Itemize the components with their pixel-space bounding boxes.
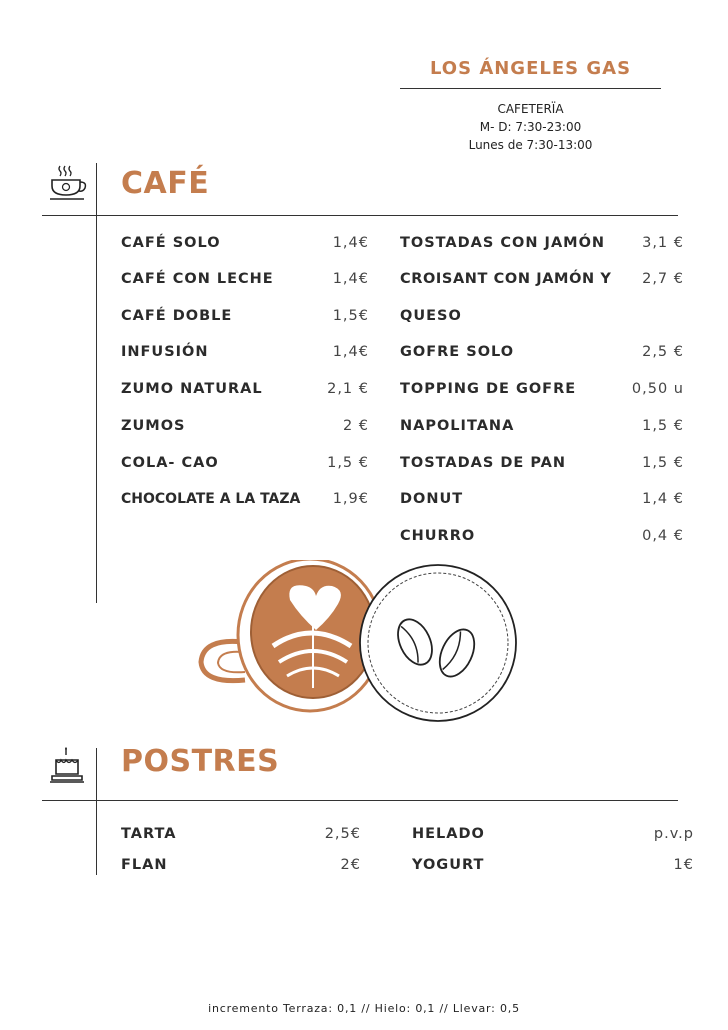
menu-item [121,491,369,511]
item-name: TARTA [121,826,177,842]
item-name: CHOCOLATE A LA TAZA [121,491,301,507]
item-name: COLA- CAO [121,455,219,471]
cafe-vertical-rule [96,163,97,603]
menu-item [400,455,684,475]
item-name: QUESO [400,308,462,324]
menu-item [121,418,369,438]
item-price: 1,5 € [642,455,684,471]
item-name: CROISANT CON JAMÓN Y [400,271,612,287]
item-name: CAFÉ DOBLE [121,308,233,324]
item-name: NAPOLITANA [400,418,515,434]
item-price: 2,7 € [642,271,684,287]
cake-icon [48,746,88,786]
brand-divider [400,88,661,89]
item-name: ZUMO NATURAL [121,381,263,397]
postres-horizontal-rule [42,800,678,801]
postres-section-title: POSTRES [121,744,280,779]
menu-item [121,381,369,401]
item-name: CAFÉ CON LECHE [121,271,274,287]
menu-item [412,826,694,846]
cafe-section-title: CAFÉ [121,166,210,201]
menu-item [400,271,684,291]
item-price: 1,4€ [332,344,369,360]
menu-item [400,528,684,548]
cafe-horizontal-rule [42,215,678,216]
item-price: 1,4 € [642,491,684,507]
menu-item [412,857,694,877]
item-name: CHURRO [400,528,476,544]
item-price: 0,50 u [631,381,684,397]
item-price: 2,5 € [642,344,684,360]
menu-item [121,308,369,328]
item-name: DONUT [400,491,464,507]
item-name: CAFÉ SOLO [121,235,221,251]
item-price: p.v.p [653,826,694,842]
item-name: ZUMOS [121,418,186,434]
item-name: TOSTADAS DE PAN [400,455,567,471]
menu-item [400,381,684,401]
menu-item [121,271,369,291]
menu-item [121,826,361,846]
item-price: 0,4 € [642,528,684,544]
item-price: 2 € [342,418,369,434]
menu-item [400,344,684,364]
item-price: 1,5 € [327,455,369,471]
business-info [400,100,661,154]
item-price: 3,1 € [642,235,684,251]
coffee-cup-icon [48,162,88,202]
item-price: 1,9€ [332,491,369,507]
menu-item [121,455,369,475]
menu-item [121,857,361,877]
item-price: 1,4€ [332,235,369,251]
coffee-illustration [195,560,525,730]
menu-item [121,344,369,364]
item-price: 2€ [340,857,361,873]
footer-note: incremento Terraza: 0,1 // Hielo: 0,1 // Llevar: 0,5 [208,1002,520,1015]
monday-hours: Lunes de 7:30-13:00 [468,138,593,152]
menu-item [400,308,684,328]
item-name: TOSTADAS CON JAMÓN [400,235,606,251]
item-price: 1,5 € [642,418,684,434]
brand-name: LOS ÁNGELES GAS [429,58,632,79]
item-name: TOPPING DE GOFRE [400,381,577,397]
item-price: 2,1 € [327,381,369,397]
menu-item [400,491,684,511]
item-name: INFUSIÓN [121,344,209,360]
postres-vertical-rule [96,748,97,875]
item-name: HELADO [412,826,485,842]
menu-item [400,235,684,255]
item-name: YOGURT [412,857,485,873]
item-name: FLAN [121,857,168,873]
opening-hours: M- D: 7:30-23:00 [479,120,582,134]
item-name: GOFRE SOLO [400,344,515,360]
item-price: 1,4€ [332,271,369,287]
menu-item [400,418,684,438]
item-price: 1€ [673,857,694,873]
menu-item [121,235,369,255]
item-price: 1,5€ [332,308,369,324]
item-price: 2,5€ [324,826,361,842]
business-type: CAFETERÏA [497,102,564,116]
